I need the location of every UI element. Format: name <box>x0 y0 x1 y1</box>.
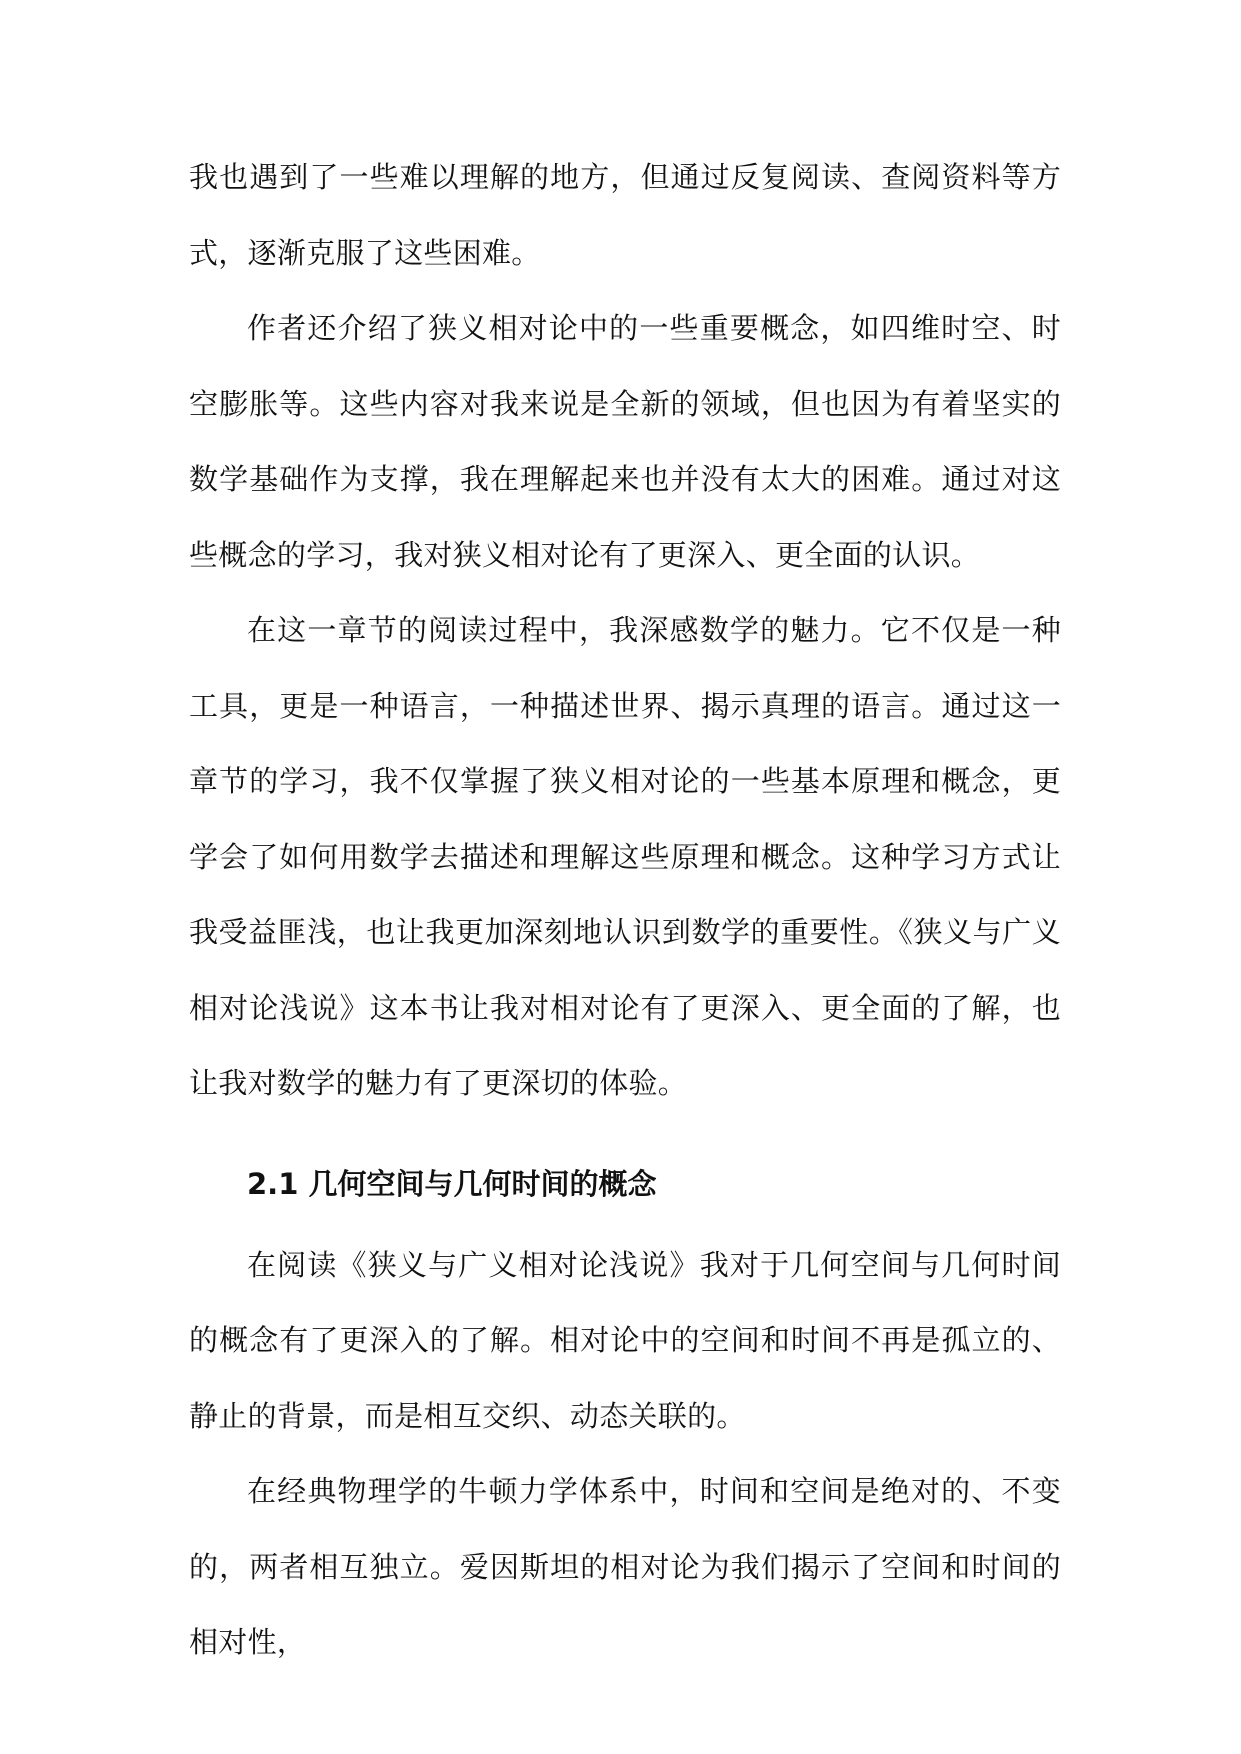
paragraph-spacetime-concepts: 作者还介绍了狭义相对论中的一些重要概念，如四维时空、时空膨胀等。这些内容对我来说是全新的领域，但也因为有着坚实的数学基础作为支撑，我在理解起来也并没有太大的困难。通过对这些概念的学习，我对狭义相对论有了更深入、更全面的认识。 <box>189 311 1061 572</box>
paragraph-newtonian-mechanics: 在经典物理学的牛顿力学体系中，时间和空间是绝对的、不变的，两者相互独立。爱因斯坦的相对论为我们揭示了空间和时间的相对性， <box>189 1474 1061 1659</box>
paragraph-charm-of-math: 在这一章节的阅读过程中，我深感数学的魅力。它不仅是一种工具，更是一种语言，一种描述世界、揭示真理的语言。通过这一章节的学习，我不仅掌握了狭义相对论的一些基本原理和概念，更学会了如何用数学去描述和理解这些原理和概念。这种学习方式让我受益匪浅，也让我更加深刻地认识到数学的重要性。《狭义与广义相对论浅说》这本书让我对相对论有了更深入、更全面的了解，也让我对数学的魅力有了更深切的体验。 <box>189 613 1061 1100</box>
paragraph-geometric-space-time: 在阅读《狭义与广义相对论浅说》我对于几何空间与几何时间的概念有了更深入的了解。相对论中的空间和时间不再是孤立的、静止的背景，而是相互交织、动态关联的。 <box>189 1247 1061 1433</box>
paragraph-continuation: 我也遇到了一些难以理解的地方，但通过反复阅读、查阅资料等方式，逐渐克服了这些困难。 <box>189 160 1061 270</box>
document-body <box>189 140 1061 1681</box>
section-heading: 2.1 几何空间与几何时间的概念 <box>247 1166 657 1201</box>
